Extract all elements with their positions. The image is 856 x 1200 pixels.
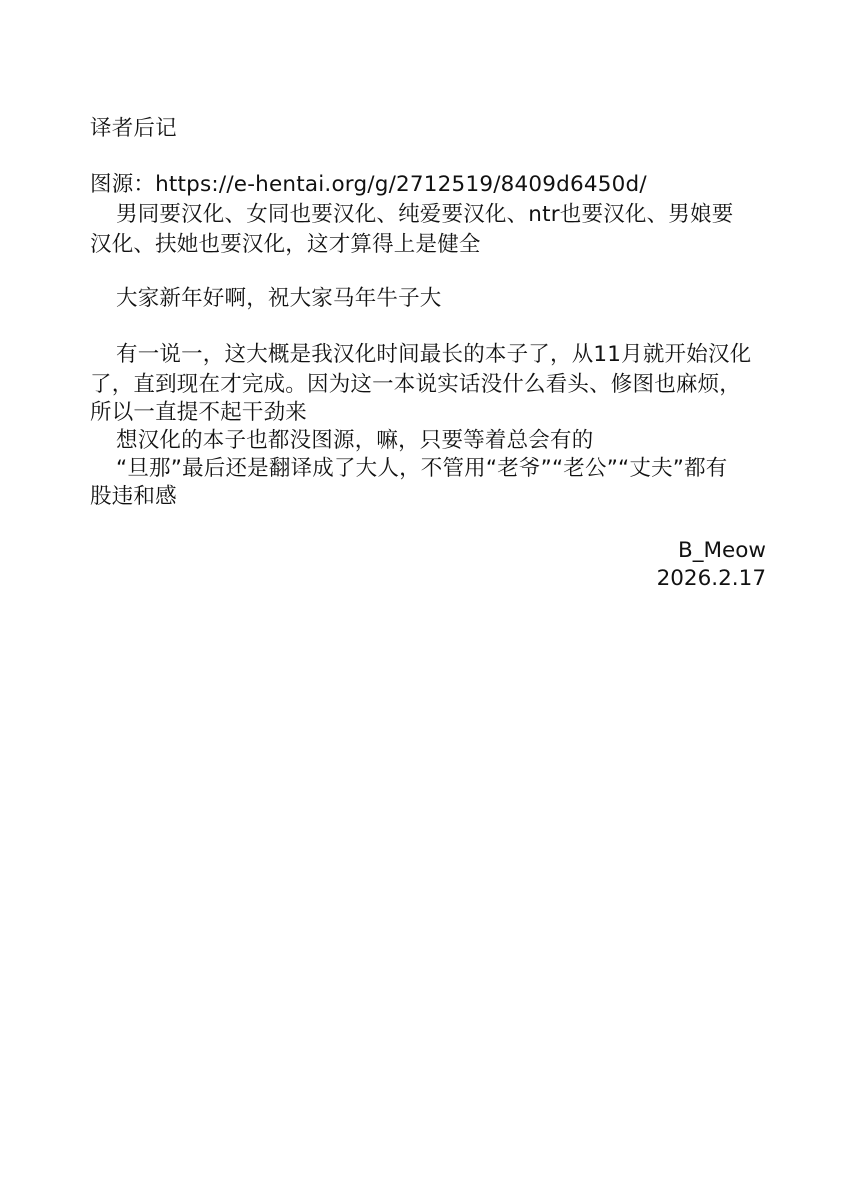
greeting-line: 大家新年好啊，祝大家马年牛子大 (116, 286, 442, 311)
paragraph-line: 想汉化的本子也都没图源，嘛，只要等着总会有的 (116, 428, 594, 453)
paragraph-line: 股违和感 (90, 484, 177, 509)
paragraph-line: 男同要汉化、女同也要汉化、纯爱要汉化、ntr也要汉化、男娘要 (116, 202, 734, 227)
paragraph-line: 汉化、扶她也要汉化，这才算得上是健全 (90, 232, 481, 257)
signature-date: 2026.2.17 (656, 566, 766, 591)
paragraph-line: 有一说一，这大概是我汉化时间最长的本子了，从11月就开始汉化 (116, 342, 752, 367)
paragraph-line: 了，直到现在才完成。因为这一本说实话没什么看头、修图也麻烦， (90, 372, 742, 397)
paragraph-line: “旦那”最后还是翻译成了大人，不管用“老爷”“老公”“丈夫”都有 (116, 456, 728, 481)
source-line: 图源：https://e-hentai.org/g/2712519/8409d6450d/ (90, 172, 647, 197)
paragraph-line: 所以一直提不起干劲来 (90, 400, 308, 425)
signature-name: B_Meow (677, 538, 766, 563)
page-title: 译者后记 (90, 116, 177, 141)
